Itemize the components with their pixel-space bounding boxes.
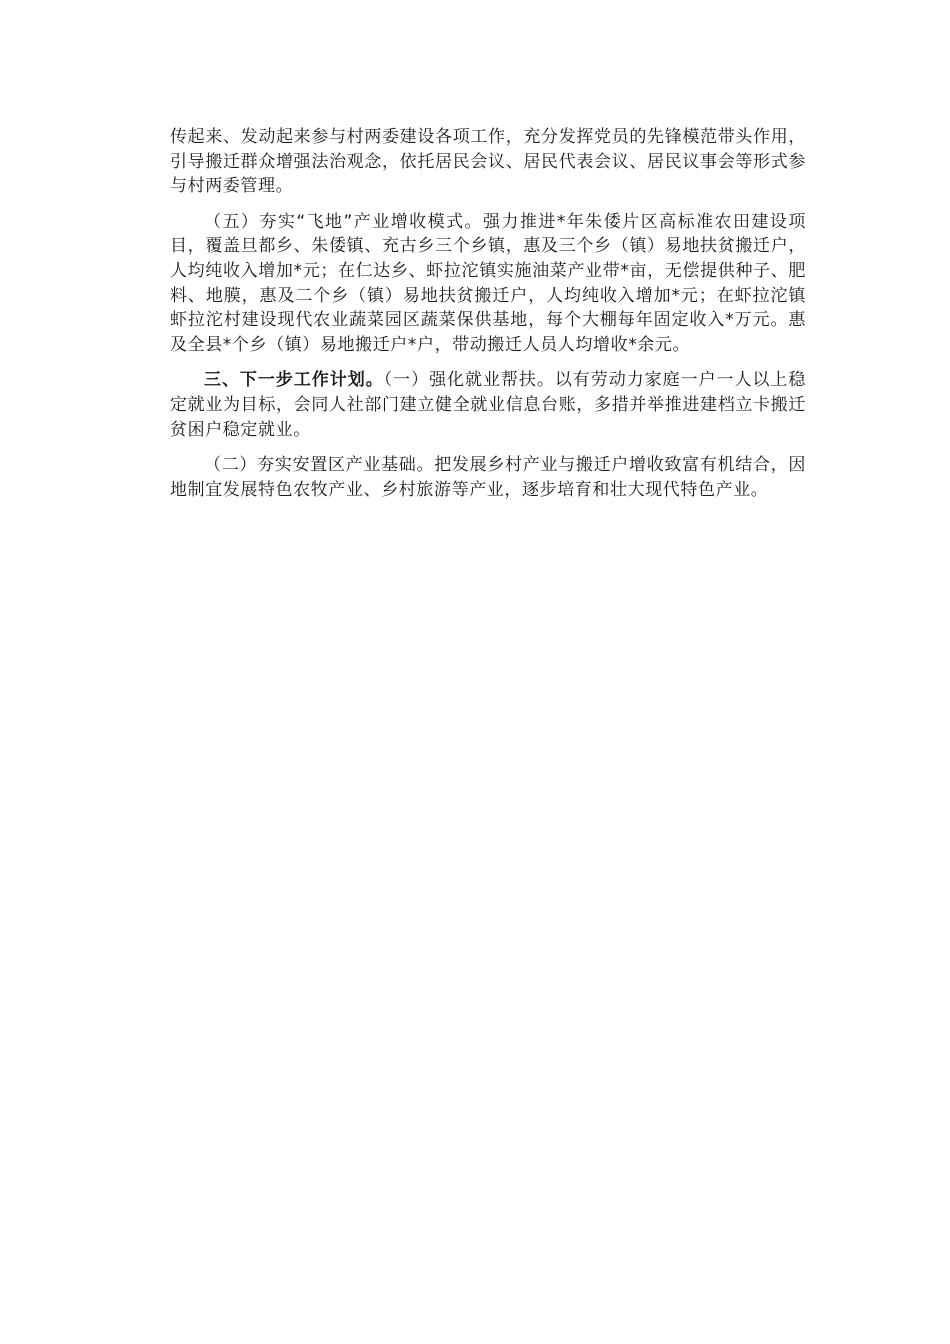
- paragraph-flying-land-industry: [170, 210, 806, 358]
- paragraph-industry-foundation: [170, 453, 806, 502]
- section-heading: 三、下一步工作计划。: [204, 370, 384, 391]
- paragraph-text: （一）强化就业帮扶。以有劳动力家庭一户一人以上稳定就业为目标，会同人社部门建立健全就业信息台账，多措并举推进建档立卡搬迁贫困户稳定就业。: [170, 370, 806, 440]
- paragraph-continuation: [170, 125, 806, 199]
- paragraph-text: （二）夯实安置区产业基础。把发展乡村产业与搬迁户增收致富有机结合，因地制宜发展特色农牧产业、乡村旅游等产业，逐步培育和壮大现代特色产业。: [170, 455, 806, 500]
- paragraph-next-steps: [170, 368, 806, 442]
- paragraph-text: 传起来、发动起来参与村两委建设各项工作，充分发挥党员的先锋模范带头作用，引导搬迁群众增强法治观念，依托居民会议、居民代表会议、居民议事会等形式参与村两委管理。: [170, 127, 806, 197]
- document-body: [170, 125, 806, 513]
- paragraph-text: （五）夯实“飞地”产业增收模式。强力推进*年朱倭片区高标准农田建设项目，覆盖旦都乡、朱倭镇、充古乡三个乡镇，惠及三个乡（镇）易地扶贫搬迁户，人均纯收入增加*元；在仁达乡、虾拉沱镇实施油菜产业带*亩，无偿提供种子、肥料、地膜，惠及二个乡（镇）易地扶贫搬迁户，人均纯收入增加*元；在虾拉沱镇虾拉沱村建设现代农业蔬菜园区蔬菜保供基地，每个大棚每年固定收入*万元。惠及全县*个乡（镇）易地搬迁户*户，带动搬迁人员人均增收*余元。: [170, 211, 806, 355]
